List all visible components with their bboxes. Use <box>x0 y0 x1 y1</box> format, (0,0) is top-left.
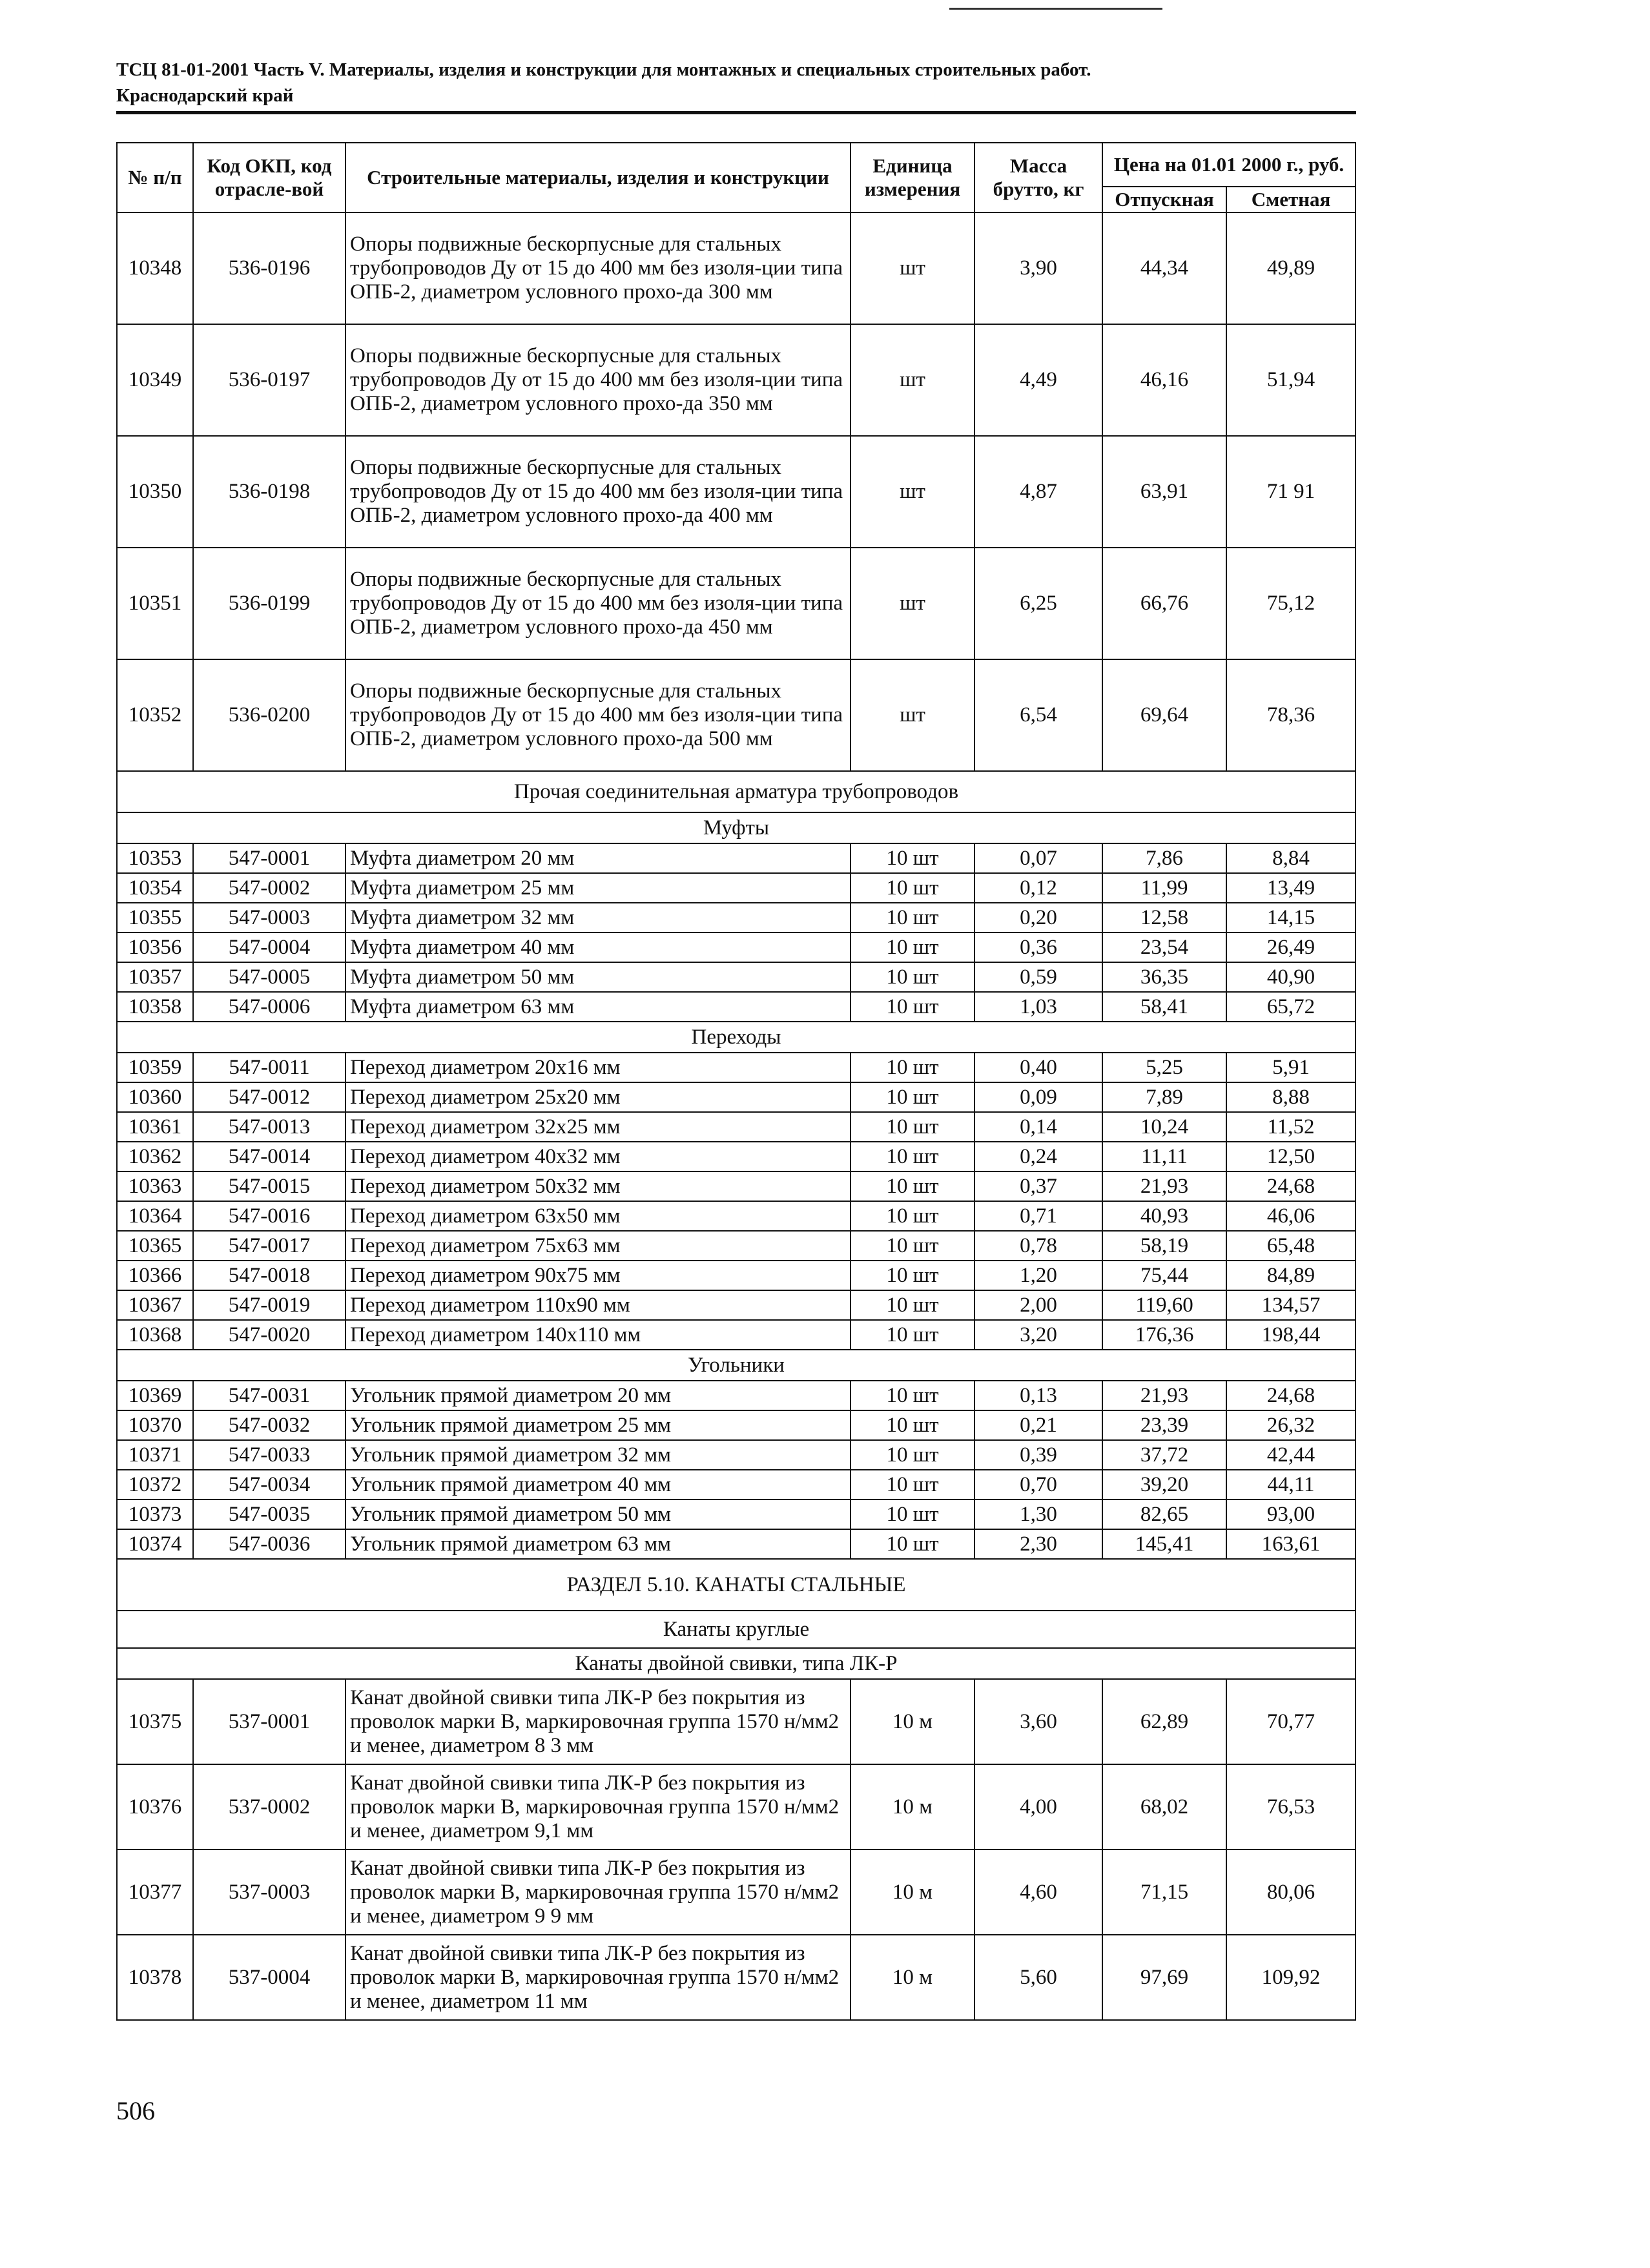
cell-num: 10353 <box>117 843 193 873</box>
cell-code: 547-0017 <box>193 1231 345 1261</box>
cell-num: 10349 <box>117 324 193 436</box>
cell-name: Переход диаметром 75х63 мм <box>345 1231 851 1261</box>
cell-unit: 10 шт <box>851 1290 975 1320</box>
cell-mass: 3,60 <box>975 1679 1102 1764</box>
cell-unit: 10 шт <box>851 1201 975 1231</box>
cell-unit: 10 шт <box>851 873 975 903</box>
cell-mass: 5,60 <box>975 1935 1102 2020</box>
cell-num: 10359 <box>117 1053 193 1082</box>
table-row <box>117 1381 1356 1410</box>
cell-code: 547-0034 <box>193 1470 345 1500</box>
cell-unit: 10 шт <box>851 1529 975 1559</box>
cell-unit: 10 шт <box>851 1381 975 1410</box>
cell-mass: 6,54 <box>975 659 1102 771</box>
cell-name: Опоры подвижные бескорпусные для стальных трубопроводов Ду от 15 до 400 мм без изоля-ции типа ОПБ-2, диаметром условного прохо-да 300 мм <box>345 212 851 324</box>
cell-name: Опоры подвижные бескорпусные для стальных трубопроводов Ду от 15 до 400 мм без изоля-ции типа ОПБ-2, диаметром условного прохо-да 450 мм <box>345 548 851 659</box>
cell-name: Переход диаметром 110х90 мм <box>345 1290 851 1320</box>
cell-mass: 0,14 <box>975 1112 1102 1142</box>
cell-code: 536-0196 <box>193 212 345 324</box>
subsection-round-ropes: Канаты круглые <box>117 1611 1356 1648</box>
subsection-elbows: Угольники <box>117 1350 1356 1381</box>
cell-mass: 4,87 <box>975 436 1102 548</box>
cell-code: 536-0198 <box>193 436 345 548</box>
table-row <box>117 1935 1356 2020</box>
cell-num: 10371 <box>117 1440 193 1470</box>
subsection-row <box>117 812 1356 843</box>
cell-unit: 10 шт <box>851 1410 975 1440</box>
cell-unit: 10 шт <box>851 1112 975 1142</box>
table-row <box>117 548 1356 659</box>
cell-unit: 10 шт <box>851 1231 975 1261</box>
cell-price-est: 65,48 <box>1226 1231 1356 1261</box>
cell-unit: 10 м <box>851 1935 975 2020</box>
cell-unit: 10 шт <box>851 1261 975 1290</box>
cell-mass: 4,49 <box>975 324 1102 436</box>
cell-price-est: 78,36 <box>1226 659 1356 771</box>
cell-name: Угольник прямой диаметром 25 мм <box>345 1410 851 1440</box>
subsection-row <box>117 1611 1356 1648</box>
cell-code: 547-0019 <box>193 1290 345 1320</box>
cell-price-sale: 75,44 <box>1102 1261 1226 1290</box>
cell-mass: 0,20 <box>975 903 1102 933</box>
table-row <box>117 436 1356 548</box>
cell-name: Угольник прямой диаметром 32 мм <box>345 1440 851 1470</box>
cell-price-est: 70,77 <box>1226 1679 1356 1764</box>
cell-unit: 10 шт <box>851 933 975 962</box>
section-row <box>117 771 1356 812</box>
cell-unit: 10 шт <box>851 1082 975 1112</box>
cell-price-est: 51,94 <box>1226 324 1356 436</box>
cell-mass: 0,24 <box>975 1142 1102 1171</box>
cell-unit: 10 шт <box>851 962 975 992</box>
cell-unit: шт <box>851 548 975 659</box>
table-row <box>117 1112 1356 1142</box>
section-row <box>117 1559 1356 1611</box>
cell-price-sale: 68,02 <box>1102 1764 1226 1850</box>
cell-unit: шт <box>851 659 975 771</box>
cell-price-sale: 12,58 <box>1102 903 1226 933</box>
cell-code: 547-0012 <box>193 1082 345 1112</box>
cell-mass: 0,78 <box>975 1231 1102 1261</box>
cell-mass: 0,36 <box>975 933 1102 962</box>
cell-code: 547-0031 <box>193 1381 345 1410</box>
cell-code: 547-0006 <box>193 992 345 1022</box>
table-row <box>117 324 1356 436</box>
cell-code: 547-0020 <box>193 1320 345 1350</box>
cell-code: 547-0011 <box>193 1053 345 1082</box>
cell-price-sale: 119,60 <box>1102 1290 1226 1320</box>
table-row <box>117 659 1356 771</box>
cell-code: 547-0032 <box>193 1410 345 1440</box>
cell-num: 10350 <box>117 436 193 548</box>
cell-mass: 0,12 <box>975 873 1102 903</box>
table-row <box>117 1082 1356 1112</box>
table-row <box>117 1440 1356 1470</box>
cell-name: Переход диаметром 25х20 мм <box>345 1082 851 1112</box>
cell-num: 10365 <box>117 1231 193 1261</box>
section-title-fittings: Прочая соединительная арматура трубопроводов <box>117 771 1356 812</box>
table-row <box>117 933 1356 962</box>
cell-price-sale: 62,89 <box>1102 1679 1226 1764</box>
cell-code: 547-0002 <box>193 873 345 903</box>
cell-unit: 10 шт <box>851 1500 975 1529</box>
cell-price-est: 24,68 <box>1226 1381 1356 1410</box>
cell-code: 547-0014 <box>193 1142 345 1171</box>
cell-code: 537-0001 <box>193 1679 345 1764</box>
cell-price-sale: 39,20 <box>1102 1470 1226 1500</box>
table-row <box>117 1171 1356 1201</box>
cell-price-est: 14,15 <box>1226 903 1356 933</box>
cell-price-sale: 11,11 <box>1102 1142 1226 1171</box>
cell-name: Переход диаметром 32х25 мм <box>345 1112 851 1142</box>
table-row <box>117 1850 1356 1935</box>
header-region: Краснодарский край <box>116 85 294 106</box>
cell-code: 547-0004 <box>193 933 345 962</box>
cell-num: 10374 <box>117 1529 193 1559</box>
section-title-510: РАЗДЕЛ 5.10. КАНАТЫ СТАЛЬНЫЕ <box>117 1559 1356 1611</box>
cell-num: 10368 <box>117 1320 193 1350</box>
table-row <box>117 962 1356 992</box>
cell-name: Канат двойной свивки типа ЛК-Р без покрытия из проволок марки В, маркировочная группа 1570 н/мм2 и менее, диаметром 11 мм <box>345 1935 851 2020</box>
cell-mass: 3,90 <box>975 212 1102 324</box>
cell-mass: 4,60 <box>975 1850 1102 1935</box>
cell-name: Канат двойной свивки типа ЛК-Р без покрытия из проволок марки В, маркировочная группа 1570 н/мм2 и менее, диаметром 8 3 мм <box>345 1679 851 1764</box>
cell-name: Угольник прямой диаметром 50 мм <box>345 1500 851 1529</box>
cell-mass: 2,00 <box>975 1290 1102 1320</box>
cell-code: 547-0015 <box>193 1171 345 1201</box>
cell-code: 537-0004 <box>193 1935 345 2020</box>
col-num: № п/п <box>117 143 193 212</box>
cell-price-est: 75,12 <box>1226 548 1356 659</box>
subsection-transitions: Переходы <box>117 1022 1356 1053</box>
cell-code: 537-0002 <box>193 1764 345 1850</box>
cell-unit: шт <box>851 436 975 548</box>
cell-num: 10348 <box>117 212 193 324</box>
cell-price-sale: 23,39 <box>1102 1410 1226 1440</box>
cell-price-est: 163,61 <box>1226 1529 1356 1559</box>
col-mass: Масса брутто, кг <box>975 143 1102 212</box>
table-row <box>117 1053 1356 1082</box>
cell-name: Канат двойной свивки типа ЛК-Р без покрытия из проволок марки В, маркировочная группа 1570 н/мм2 и менее, диаметром 9,1 мм <box>345 1764 851 1850</box>
cell-price-sale: 176,36 <box>1102 1320 1226 1350</box>
cell-num: 10375 <box>117 1679 193 1764</box>
cell-mass: 1,03 <box>975 992 1102 1022</box>
cell-price-est: 42,44 <box>1226 1440 1356 1470</box>
cell-num: 10357 <box>117 962 193 992</box>
table-row <box>117 1320 1356 1350</box>
top-rule <box>949 8 1162 10</box>
table-row <box>117 903 1356 933</box>
cell-mass: 0,70 <box>975 1470 1102 1500</box>
cell-name: Муфта диаметром 63 мм <box>345 992 851 1022</box>
cell-price-est: 44,11 <box>1226 1470 1356 1500</box>
header-title: ТСЦ 81-01-2001 Часть V. Материалы, изделия и конструкции для монтажных и специальных строительных работ. <box>116 59 1091 80</box>
cell-unit: 10 шт <box>851 1171 975 1201</box>
cell-name: Муфта диаметром 20 мм <box>345 843 851 873</box>
cell-name: Канат двойной свивки типа ЛК-Р без покрытия из проволок марки В, маркировочная группа 1570 н/мм2 и менее, диаметром 9 9 мм <box>345 1850 851 1935</box>
cell-price-sale: 71,15 <box>1102 1850 1226 1935</box>
price-table <box>116 142 1356 2021</box>
cell-price-sale: 11,99 <box>1102 873 1226 903</box>
cell-unit: 10 шт <box>851 1440 975 1470</box>
cell-mass: 1,20 <box>975 1261 1102 1290</box>
table-row <box>117 1410 1356 1440</box>
cell-unit: 10 шт <box>851 992 975 1022</box>
cell-price-sale: 58,41 <box>1102 992 1226 1022</box>
cell-mass: 0,40 <box>975 1053 1102 1082</box>
cell-name: Переход диаметром 20х16 мм <box>345 1053 851 1082</box>
cell-mass: 0,37 <box>975 1171 1102 1201</box>
table-row <box>117 992 1356 1022</box>
cell-num: 10355 <box>117 903 193 933</box>
col-name: Строительные материалы, изделия и конструкции <box>345 143 851 212</box>
page-header <box>116 57 1343 108</box>
cell-price-est: 49,89 <box>1226 212 1356 324</box>
cell-mass: 0,39 <box>975 1440 1102 1470</box>
cell-name: Переход диаметром 63х50 мм <box>345 1201 851 1231</box>
col-price: Цена на 01.01 2000 г., руб. <box>1102 143 1356 187</box>
cell-mass: 0,09 <box>975 1082 1102 1112</box>
cell-unit: шт <box>851 212 975 324</box>
cell-num: 10356 <box>117 933 193 962</box>
cell-price-est: 84,89 <box>1226 1261 1356 1290</box>
table-row <box>117 873 1356 903</box>
cell-price-sale: 5,25 <box>1102 1053 1226 1082</box>
cell-mass: 0,21 <box>975 1410 1102 1440</box>
cell-price-est: 76,53 <box>1226 1764 1356 1850</box>
cell-name: Опоры подвижные бескорпусные для стальных трубопроводов Ду от 15 до 400 мм без изоля-ции типа ОПБ-2, диаметром условного прохо-да 500 мм <box>345 659 851 771</box>
cell-mass: 6,25 <box>975 548 1102 659</box>
cell-unit: 10 шт <box>851 1320 975 1350</box>
cell-mass: 2,30 <box>975 1529 1102 1559</box>
cell-num: 10354 <box>117 873 193 903</box>
cell-num: 10377 <box>117 1850 193 1935</box>
cell-num: 10378 <box>117 1935 193 2020</box>
cell-num: 10367 <box>117 1290 193 1320</box>
cell-price-sale: 23,54 <box>1102 933 1226 962</box>
col-price-est: Сметная <box>1226 187 1356 212</box>
page-number: 506 <box>116 2096 155 2125</box>
cell-unit: шт <box>851 324 975 436</box>
cell-price-est: 40,90 <box>1226 962 1356 992</box>
cell-name: Переход диаметром 90х75 мм <box>345 1261 851 1290</box>
cell-price-est: 26,32 <box>1226 1410 1356 1440</box>
cell-mass: 0,59 <box>975 962 1102 992</box>
cell-name: Муфта диаметром 40 мм <box>345 933 851 962</box>
cell-code: 536-0199 <box>193 548 345 659</box>
cell-num: 10352 <box>117 659 193 771</box>
cell-price-sale: 69,64 <box>1102 659 1226 771</box>
cell-code: 536-0197 <box>193 324 345 436</box>
cell-price-est: 80,06 <box>1226 1850 1356 1935</box>
cell-price-est: 109,92 <box>1226 1935 1356 2020</box>
cell-price-est: 65,72 <box>1226 992 1356 1022</box>
cell-price-est: 93,00 <box>1226 1500 1356 1529</box>
table-row <box>117 1142 1356 1171</box>
cell-price-sale: 36,35 <box>1102 962 1226 992</box>
cell-price-est: 8,88 <box>1226 1082 1356 1112</box>
cell-unit: 10 шт <box>851 1053 975 1082</box>
table-row <box>117 843 1356 873</box>
table-row <box>117 1470 1356 1500</box>
col-unit: Единица измерения <box>851 143 975 212</box>
cell-mass: 3,20 <box>975 1320 1102 1350</box>
cell-code: 547-0005 <box>193 962 345 992</box>
cell-mass: 4,00 <box>975 1764 1102 1850</box>
cell-name: Опоры подвижные бескорпусные для стальных трубопроводов Ду от 15 до 400 мм без изоля-ции типа ОПБ-2, диаметром условного прохо-да 400 мм <box>345 436 851 548</box>
table-row <box>117 1764 1356 1850</box>
cell-price-sale: 46,16 <box>1102 324 1226 436</box>
cell-name: Угольник прямой диаметром 20 мм <box>345 1381 851 1410</box>
cell-mass: 0,71 <box>975 1201 1102 1231</box>
table-row <box>117 212 1356 324</box>
cell-price-est: 134,57 <box>1226 1290 1356 1320</box>
cell-unit: 10 шт <box>851 903 975 933</box>
cell-code: 547-0036 <box>193 1529 345 1559</box>
cell-code: 547-0033 <box>193 1440 345 1470</box>
cell-num: 10351 <box>117 548 193 659</box>
cell-num: 10372 <box>117 1470 193 1500</box>
cell-code: 547-0001 <box>193 843 345 873</box>
header-rule <box>116 111 1356 114</box>
cell-name: Муфта диаметром 25 мм <box>345 873 851 903</box>
cell-num: 10369 <box>117 1381 193 1410</box>
cell-unit: 10 шт <box>851 843 975 873</box>
cell-price-sale: 7,89 <box>1102 1082 1226 1112</box>
cell-mass: 0,13 <box>975 1381 1102 1410</box>
table-row <box>117 1231 1356 1261</box>
cell-price-sale: 44,34 <box>1102 212 1226 324</box>
cell-price-sale: 40,93 <box>1102 1201 1226 1231</box>
subsection-row <box>117 1648 1356 1679</box>
cell-code: 547-0016 <box>193 1201 345 1231</box>
cell-price-sale: 145,41 <box>1102 1529 1226 1559</box>
table-row <box>117 1679 1356 1764</box>
subsection-couplings: Муфты <box>117 812 1356 843</box>
cell-name: Переход диаметром 140х110 мм <box>345 1320 851 1350</box>
table-row <box>117 1290 1356 1320</box>
cell-price-est: 24,68 <box>1226 1171 1356 1201</box>
cell-name: Муфта диаметром 50 мм <box>345 962 851 992</box>
cell-code: 537-0003 <box>193 1850 345 1935</box>
cell-price-sale: 63,91 <box>1102 436 1226 548</box>
cell-price-sale: 58,19 <box>1102 1231 1226 1261</box>
cell-price-sale: 82,65 <box>1102 1500 1226 1529</box>
cell-num: 10370 <box>117 1410 193 1440</box>
cell-price-sale: 10,24 <box>1102 1112 1226 1142</box>
subsection-lkr-ropes: Канаты двойной свивки, типа ЛК-Р <box>117 1648 1356 1679</box>
cell-num: 10376 <box>117 1764 193 1850</box>
subsection-row <box>117 1022 1356 1053</box>
cell-unit: 10 шт <box>851 1470 975 1500</box>
cell-price-sale: 37,72 <box>1102 1440 1226 1470</box>
cell-price-sale: 21,93 <box>1102 1171 1226 1201</box>
cell-name: Угольник прямой диаметром 40 мм <box>345 1470 851 1500</box>
cell-code: 536-0200 <box>193 659 345 771</box>
cell-num: 10363 <box>117 1171 193 1201</box>
cell-name: Переход диаметром 40х32 мм <box>345 1142 851 1171</box>
cell-price-est: 26,49 <box>1226 933 1356 962</box>
cell-name: Угольник прямой диаметром 63 мм <box>345 1529 851 1559</box>
cell-unit: 10 м <box>851 1764 975 1850</box>
cell-price-est: 5,91 <box>1226 1053 1356 1082</box>
cell-price-sale: 21,93 <box>1102 1381 1226 1410</box>
cell-name: Муфта диаметром 32 мм <box>345 903 851 933</box>
cell-price-est: 12,50 <box>1226 1142 1356 1171</box>
cell-name: Переход диаметром 50х32 мм <box>345 1171 851 1201</box>
table-row <box>117 1261 1356 1290</box>
cell-price-est: 71 91 <box>1226 436 1356 548</box>
cell-num: 10360 <box>117 1082 193 1112</box>
cell-price-sale: 66,76 <box>1102 548 1226 659</box>
cell-num: 10361 <box>117 1112 193 1142</box>
cell-price-est: 46,06 <box>1226 1201 1356 1231</box>
cell-price-sale: 97,69 <box>1102 1935 1226 2020</box>
cell-num: 10364 <box>117 1201 193 1231</box>
cell-num: 10373 <box>117 1500 193 1529</box>
col-code: Код ОКП, код отрасле-вой <box>193 143 345 212</box>
cell-num: 10366 <box>117 1261 193 1290</box>
cell-code: 547-0035 <box>193 1500 345 1529</box>
cell-name: Опоры подвижные бескорпусные для стальных трубопроводов Ду от 15 до 400 мм без изоля-ции типа ОПБ-2, диаметром условного прохо-да 350 мм <box>345 324 851 436</box>
cell-unit: 10 м <box>851 1679 975 1764</box>
cell-mass: 1,30 <box>975 1500 1102 1529</box>
table-row <box>117 1201 1356 1231</box>
table-row <box>117 1529 1356 1559</box>
cell-unit: 10 м <box>851 1850 975 1935</box>
cell-price-est: 13,49 <box>1226 873 1356 903</box>
cell-mass: 0,07 <box>975 843 1102 873</box>
cell-price-est: 198,44 <box>1226 1320 1356 1350</box>
cell-code: 547-0018 <box>193 1261 345 1290</box>
col-price-sale: Отпускная <box>1102 187 1226 212</box>
cell-price-est: 8,84 <box>1226 843 1356 873</box>
cell-price-est: 11,52 <box>1226 1112 1356 1142</box>
cell-num: 10358 <box>117 992 193 1022</box>
table-row <box>117 1500 1356 1529</box>
cell-price-sale: 7,86 <box>1102 843 1226 873</box>
subsection-row <box>117 1350 1356 1381</box>
cell-code: 547-0013 <box>193 1112 345 1142</box>
cell-code: 547-0003 <box>193 903 345 933</box>
cell-num: 10362 <box>117 1142 193 1171</box>
cell-unit: 10 шт <box>851 1142 975 1171</box>
